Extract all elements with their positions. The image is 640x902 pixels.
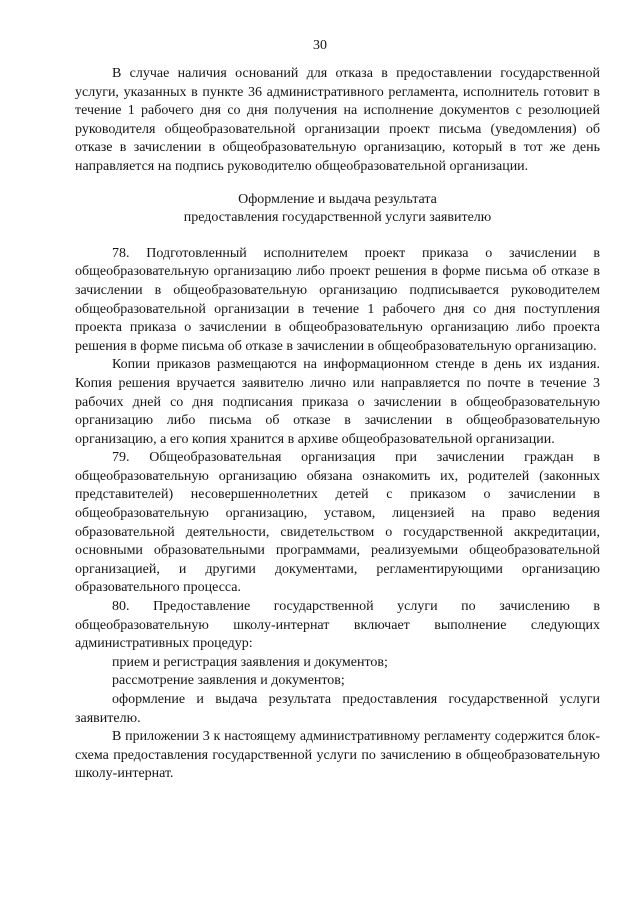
paragraph-79: 79. Общеобразовательная организация при зачислении граждан в общеобразовательную организацию обязана ознакомить их, родителей (законных представителей) несовершеннолетних детей с приказом о зачислении в общеобразовательную организацию, уставом, лицензией на право ведения образовательной деятельности, свидетельством о государственной аккредитации, основными образовательными программами, реализуемыми общеобразовательной организацией, и другими документами, регламентирующими организацию образовательного процесса. — [75, 450, 600, 596]
paragraph-78: 78. Подготовленный исполнителем проект приказа о зачислении в общеобразовательную организацию либо проект решения в форме письма об отказе в зачислении в общеобразовательную организацию подписывается руководителем общеобразовательной организации в течение 1 рабочего дня со дня поступления проекта приказа о зачислении в общеобразовательную организацию либо проекта решения в форме письма об отказе в зачислении в общеобразовательную организацию. — [75, 245, 600, 354]
paragraph-appendix: В приложении 3 к настоящему административному регламенту содержится блок-схема предоставления государственной услуги по зачислению в общеобразовательную школу-интернат. — [75, 729, 600, 782]
procedure-item-3: оформление и выдача результата предоставления государственной услуги заявителю. — [75, 692, 600, 726]
section-heading — [75, 191, 600, 228]
section-heading-line-1: Оформление и выдача результата — [238, 191, 437, 207]
procedure-item-2: рассмотрение заявления и документов; — [112, 673, 345, 689]
procedure-item-1: прием и регистрация заявления и документов; — [112, 654, 388, 670]
paragraph-80: 80. Предоставление государственной услуги по зачислению в общеобразовательную школу-интернат включает выполнение следующих административных процедур: — [75, 599, 600, 652]
page-number: 30 — [313, 38, 327, 53]
section-heading-line-2: предоставления государственной услуги заявителю — [183, 210, 492, 226]
paragraph-copies: Копии приказов размещаются на информационном стенде в день их издания. Копия решения вручается заявителю лично или направляется по почте в течение 3 рабочих дней со дня подписания приказа о зачислении в общеобразовательную организацию либо письма об отказе в зачислении в общеобразовательную организацию, а его копия хранится в архиве общеобразовательной организации. — [75, 357, 600, 447]
paragraph-refusal: В случае наличия оснований для отказа в предоставлении государственной услуги, указанных в пункте 36 административного регламента, исполнитель готовит в течение 1 рабочего дня со дня получения на исполнение документов с резолюцией руководителя общеобразовательной организации проект письма (уведомления) об отказе в зачислении в общеобразовательную организацию, который в тот же день направляется на подпись руководителю общеобразовательной организации. — [75, 66, 600, 174]
document-body — [75, 65, 600, 784]
